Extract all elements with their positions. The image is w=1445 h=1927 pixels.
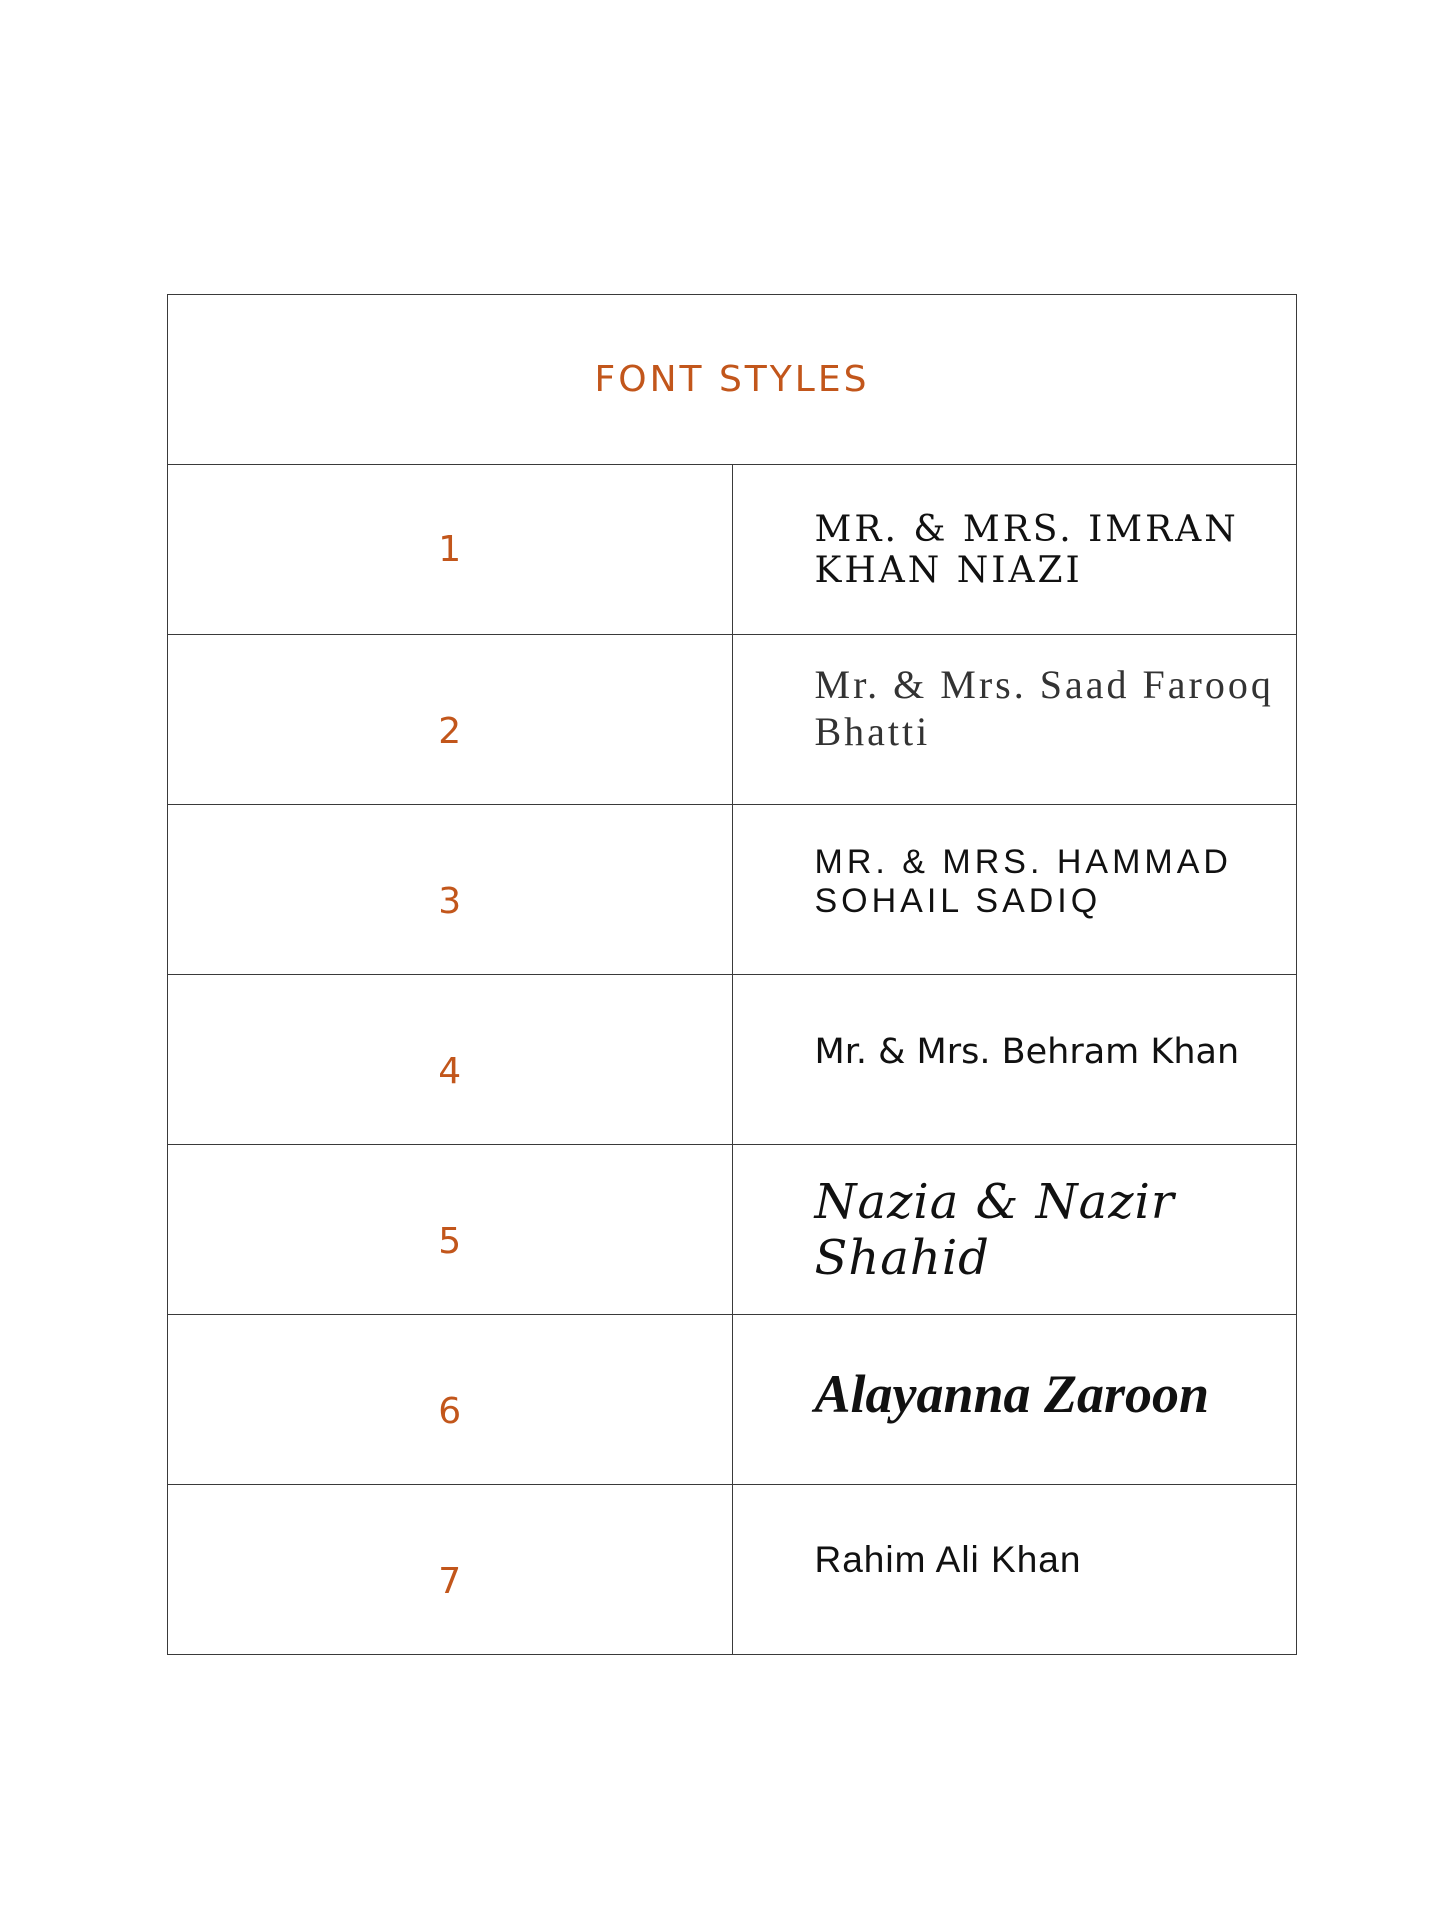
font-sample-2: Mr. & Mrs. Saad Farooq Bhatti	[814, 661, 1274, 754]
table-row	[168, 1485, 1297, 1655]
table-title: FONT STYLES	[168, 295, 1297, 465]
table-row	[168, 635, 1297, 805]
font-sample-cell	[732, 975, 1297, 1145]
row-number	[168, 1315, 733, 1485]
font-sample-4: Mr. & Mrs. Behram Khan	[814, 1031, 1240, 1072]
row-number-label: 2	[438, 711, 462, 752]
row-number-label: 6	[438, 1391, 462, 1432]
font-sample-cell	[732, 1485, 1297, 1655]
row-number	[168, 975, 733, 1145]
font-sample-1: MR. & MRS. IMRAN KHAN NIAZI	[814, 508, 1239, 591]
row-number-label: 7	[438, 1561, 462, 1602]
row-number	[168, 1145, 733, 1315]
font-sample-6: Alayanna Zaroon	[814, 1363, 1210, 1424]
table-row	[168, 1315, 1297, 1485]
font-sample-cell	[732, 465, 1297, 635]
table-row	[168, 975, 1297, 1145]
table-header-row	[168, 295, 1297, 465]
row-number-label: 4	[438, 1051, 462, 1092]
row-number: 1	[168, 465, 733, 635]
font-styles-table	[167, 294, 1297, 1655]
row-number	[168, 1485, 733, 1655]
row-number-label: 3	[438, 881, 462, 922]
font-sample-cell	[732, 805, 1297, 975]
table-row	[168, 465, 1297, 635]
table-row	[168, 1145, 1297, 1315]
row-number-label: 5	[438, 1221, 462, 1262]
font-sample-3: MR. & MRS. HAMMAD SOHAIL SADIQ	[814, 842, 1232, 920]
font-sample-cell	[732, 635, 1297, 805]
font-sample-7: Rahim Ali Khan	[814, 1538, 1082, 1580]
font-sample-5: Nazia & Nazir Shahid	[814, 1173, 1175, 1286]
font-sample-cell	[732, 1145, 1297, 1315]
table-row	[168, 805, 1297, 975]
row-number	[168, 805, 733, 975]
row-number	[168, 635, 733, 805]
font-sample-cell	[732, 1315, 1297, 1485]
